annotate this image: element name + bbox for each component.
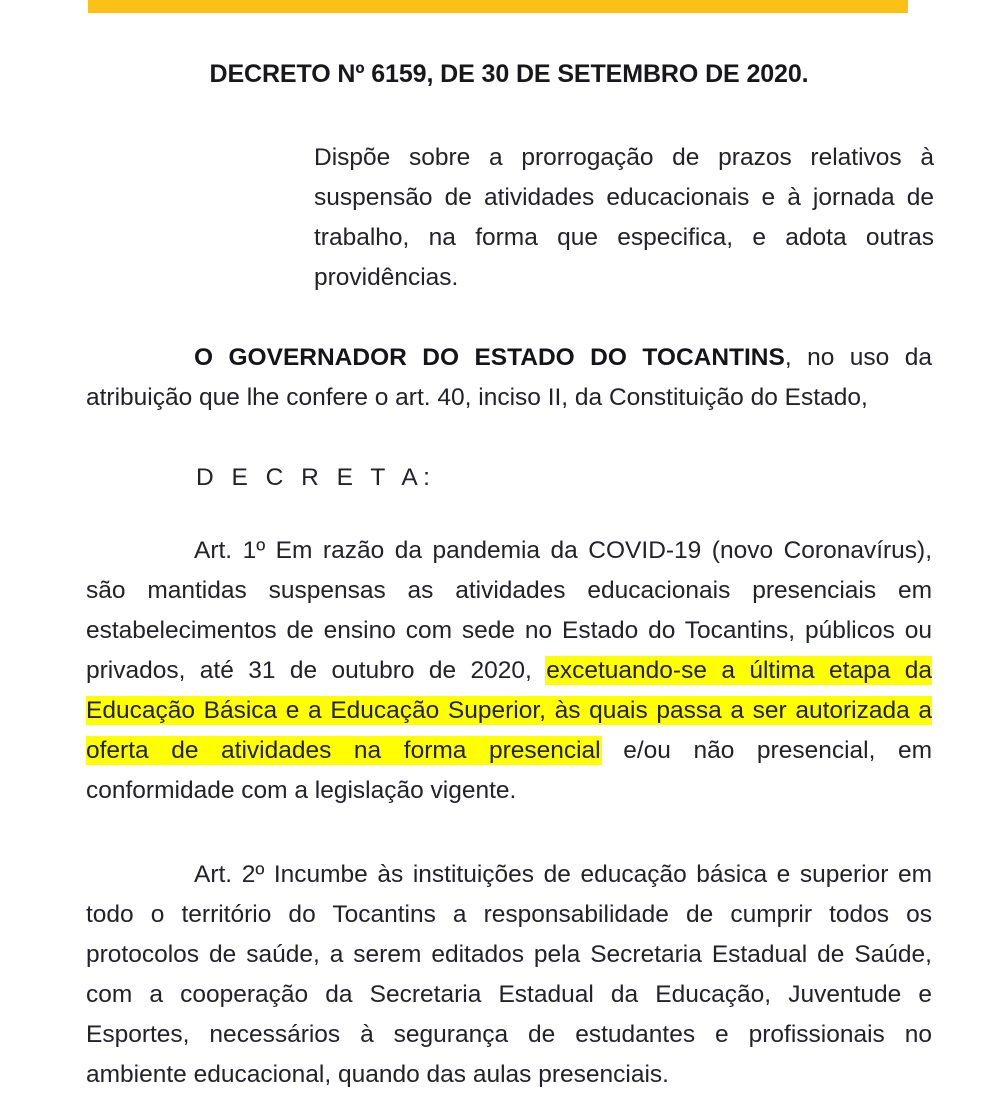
article-2-paragraph bbox=[86, 855, 932, 1095]
ementa-paragraph bbox=[314, 138, 934, 298]
article-2-text: Art. 2º Incumbe às instituições de educação básica e superior em todo o território do Tocantins a responsabilidade de cumprir todos os protocolos de saúde, a serem editados pela Secretaria Estadual de Saúde, com a cooperação da Secretaria Estadual da Educação, Juventude e Esportes, necessários à segurança de estudantes e profissionais no ambiente educacional, quando das aulas presenciais. bbox=[86, 861, 932, 1088]
preamble-rest: , no uso da atribuição que lhe confere o art. 40, inciso II, da Constituição do Estado, bbox=[86, 344, 932, 411]
preamble-bold-lead: O GOVERNADOR DO ESTADO DO TOCANTINS bbox=[194, 344, 785, 371]
page-title: DECRETO Nº 6159, DE 30 DE SETEMBRO DE 2020. bbox=[209, 60, 809, 88]
top-yellow-band-container bbox=[0, 0, 984, 14]
article-1-paragraph bbox=[86, 531, 932, 811]
preamble-paragraph bbox=[86, 338, 932, 418]
enacting-clause: D E C R E T A: bbox=[196, 464, 436, 491]
article-1-highlighted-text: excetuando-se a última etapa da Educação Básica e a Educação Superior, às quais passa a ser autorizada a oferta de atividades na forma presencial bbox=[86, 657, 932, 764]
yellow-highlight-band bbox=[88, 0, 908, 13]
article-1-segment-plain-1: Art. 1º Em razão da pandemia da COVID-19 (novo Coronavírus), são mantidas suspensas as atividades educacionais presenciais em estabelecimentos de ensino com sede no Estado do Tocantins, públicos ou privados, até 31 de outubro de 2020, bbox=[86, 537, 932, 684]
article-1-segment-plain-2: e/ou não presencial, em conformidade com a legislação vigente. bbox=[86, 737, 932, 804]
ementa-text: Dispõe sobre a prorrogação de prazos relativos à suspensão de atividades educacionais e à jornada de trabalho, na forma que especifica, e adota outras providências. bbox=[314, 144, 934, 291]
